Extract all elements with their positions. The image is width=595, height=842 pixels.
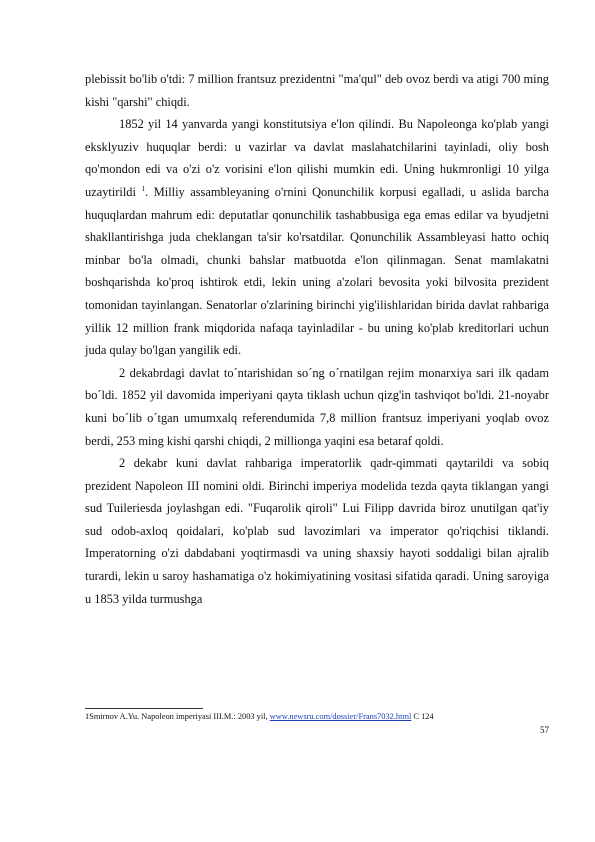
footnote-divider xyxy=(85,708,203,709)
footnote-link[interactable]: www.newsru.com/dossier/Frans7032.html xyxy=(269,712,412,721)
page-number: 57 xyxy=(540,725,549,735)
paragraph-3: 2 dekabrdagi davlat to´ntarishidan so´ng o´rnatilgan rejim monarxiya sari ilk qadam bo´ldi. 1852 yil davomida imperiyani qayta tiklash uchun qizg'in tashviqot bo'ldi. 21-noyabr kuni bo´lib o´tgan umumxalq referendumida 7,8 million frantsuz imperiyani yoqlab ovoz berdi, 253 ming kishi qarshi chiqdi, 2 millionga yaqini esa betaraf qoldi. xyxy=(85,365,549,448)
footnote-page-ref: C 124 xyxy=(411,712,434,721)
footnote-citation: 1Smirnov A.Yu. Napoleon imperiyasi III.M.: 2003 yil, xyxy=(85,712,270,721)
paragraph-2-text-b: . Milliy assambleyaning o'rnini Qonunchilik korpusi egalladi, u aslida barcha huquqlardan mahrum edi: deputatlar qonunchilik tashabbusiga ega emas edilar va byudjetni shakllantirishga juda cheklangan ta'sir ko'rsatdilar. Qonunchilik Assambleyasi hatto ochiq minbar bo'la olmadi, chunki bahslar matbuotda e'lon qilinmagan. Senat mamlakatni boshqarishda ko'proq ishtirok etdi, lekin uning a'zolari bevosita yoki bilvosita prezident tomonidan tayinlangan. Senatorlar o'zlarining birinchi yig'ilishlaridan birida davlat rahbariga yillik 12 million frank miqdorida nafaqa tayinladilar - bu uning ko'plab kreditorlari uchun juda qulay bo'lgan yangilik edi. xyxy=(85,184,549,358)
page-body xyxy=(85,68,549,610)
paragraph-4: 2 dekabr kuni davlat rahbariga imperatorlik qadr-qimmati qaytarildi va sobiq prezident Napoleon III nomini oldi. Birinchi imperiya modelida tezda qayta tiklangan yangi sud Tuileriesda joylashgan edi. "Fuqarolik qiroli" Lui Filipp davrida biroz unutilgan qat'iy sud odob-axloq qoidalari, ko'plab sud lavozimlari va imperator qo'riqchisi tiklandi. Imperatorning o'zi dabdabani yoqtirmasdi va uning shaxsiy hayoti soddaligi bilan ajralib turardi, lekin u saroy hashamatiga o'z hokimiyatining vositasi sifatida qaradi. Uning saroyiga u 1853 yilda turmushga xyxy=(85,456,549,606)
paragraph-2 xyxy=(85,113,549,362)
paragraph-1: plebissit bo'lib o'tdi: 7 million frantsuz prezidentni "ma'qul" deb ovoz berdi va atigi 700 ming kishi "qarshi" chiqdi. xyxy=(85,72,549,109)
footnote-reference[interactable]: 1 xyxy=(141,183,146,193)
footnote xyxy=(85,711,549,722)
paragraph-2-text-a: 1852 yil 14 yanvarda yangi konstitutsiya e'lon qilindi. Bu Napoleonga ko'plab yangi eksklyuziv huquqlar berdi: u vazirlar va davlat maslahatchilarini tayinladi, oliy bosh qo'mondon edi va o'zi o'z vorisini e'lon qilishi mumkin edi. Uning hukmronligi 10 yilga uzaytirildi xyxy=(85,117,549,199)
